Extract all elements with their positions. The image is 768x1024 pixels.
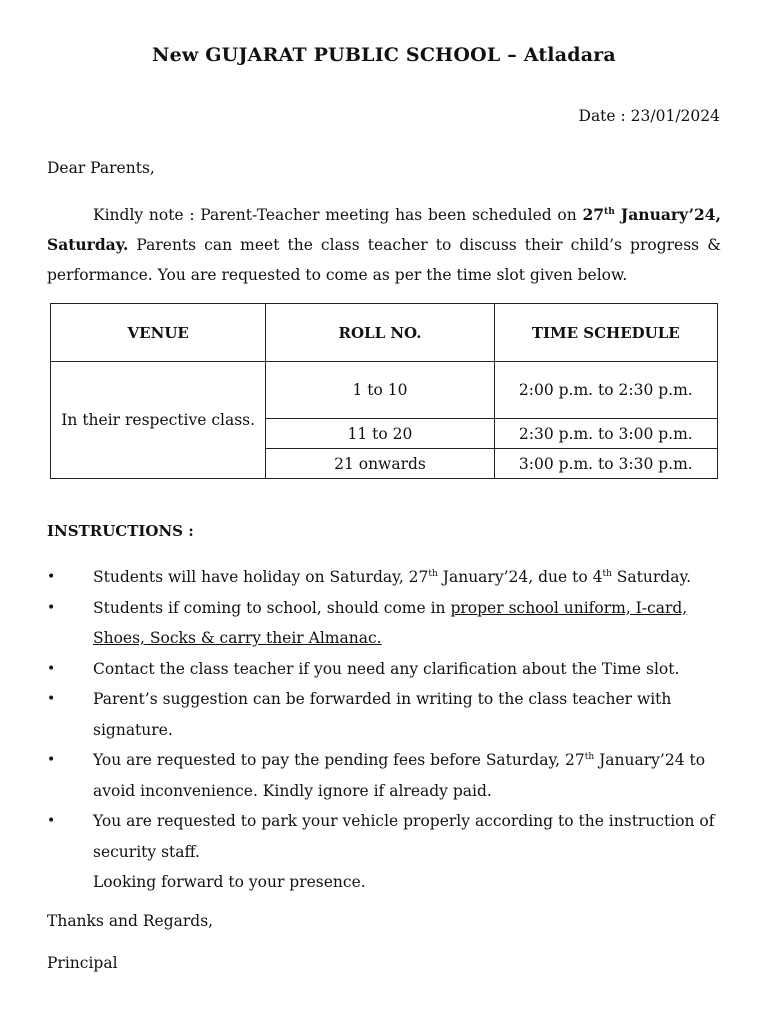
meeting-date: 27th January’24, Saturday. xyxy=(47,205,721,254)
intro-text-2: Parents can meet the class teacher to discuss their child’s progress & performance. You are requested to come as per the time slot given below. xyxy=(47,236,721,284)
list-item: • You are requested to pay the pending fees before Saturday, 27th January’24 to avoid inconvenience. Kindly ignore if already paid. xyxy=(47,745,727,806)
list-item: • Parent’s suggestion can be forwarded in writing to the class teacher with signature. xyxy=(47,684,727,745)
header-time-schedule: TIME SCHEDULE xyxy=(494,304,717,362)
table-row xyxy=(51,362,718,419)
time-cell: 3:00 p.m. to 3:30 p.m. xyxy=(494,449,717,479)
bullet-icon: • xyxy=(47,752,56,768)
instructions-list xyxy=(47,562,727,898)
header-venue: VENUE xyxy=(51,304,266,362)
intro-paragraph xyxy=(47,200,721,290)
instructions-heading: INSTRUCTIONS : xyxy=(47,522,194,540)
list-item: • Students if coming to school, should come in proper school uniform, I-card, Shoes, Socks & carry their Almanac. xyxy=(47,593,727,654)
school-title: New GUJARAT PUBLIC SCHOOL – Atladara xyxy=(152,44,616,66)
table-header-row xyxy=(51,304,718,362)
bullet-icon: • xyxy=(47,660,56,677)
schedule-table xyxy=(50,303,718,479)
venue-cell: In their respective class. xyxy=(51,362,266,479)
closing-line: Looking forward to your presence. xyxy=(93,873,366,891)
bullet-icon: • xyxy=(47,569,56,585)
principal-signoff: Principal xyxy=(47,954,118,972)
roll-cell: 21 onwards xyxy=(266,449,494,479)
salutation: Dear Parents, xyxy=(47,159,155,177)
intro-text-1: Kindly note : Parent-Teacher meeting has been scheduled on xyxy=(93,206,583,224)
circular-date: Date : 23/01/2024 xyxy=(578,107,720,125)
list-item: • Students will have holiday on Saturday, 27th January’24, due to 4th Saturday. xyxy=(47,562,727,593)
header-roll-no: ROLL NO. xyxy=(266,304,494,362)
roll-cell: 1 to 10 xyxy=(266,362,494,419)
thanks-regards: Thanks and Regards, xyxy=(47,912,214,930)
bullet-icon: • xyxy=(47,691,56,707)
bullet-icon: • xyxy=(47,599,56,616)
time-cell: 2:00 p.m. to 2:30 p.m. xyxy=(494,362,717,419)
list-item: • Contact the class teacher if you need any clarification about the Time slot. xyxy=(47,654,727,685)
roll-cell: 11 to 20 xyxy=(266,419,494,449)
bullet-icon: • xyxy=(47,813,56,829)
time-cell: 2:30 p.m. to 3:00 p.m. xyxy=(494,419,717,449)
uniform-requirement: proper school uniform, I-card, Shoes, Socks & carry their Almanac. xyxy=(93,598,688,647)
list-item: • You are requested to park your vehicle properly according to the instruction of security staff. xyxy=(47,806,727,867)
